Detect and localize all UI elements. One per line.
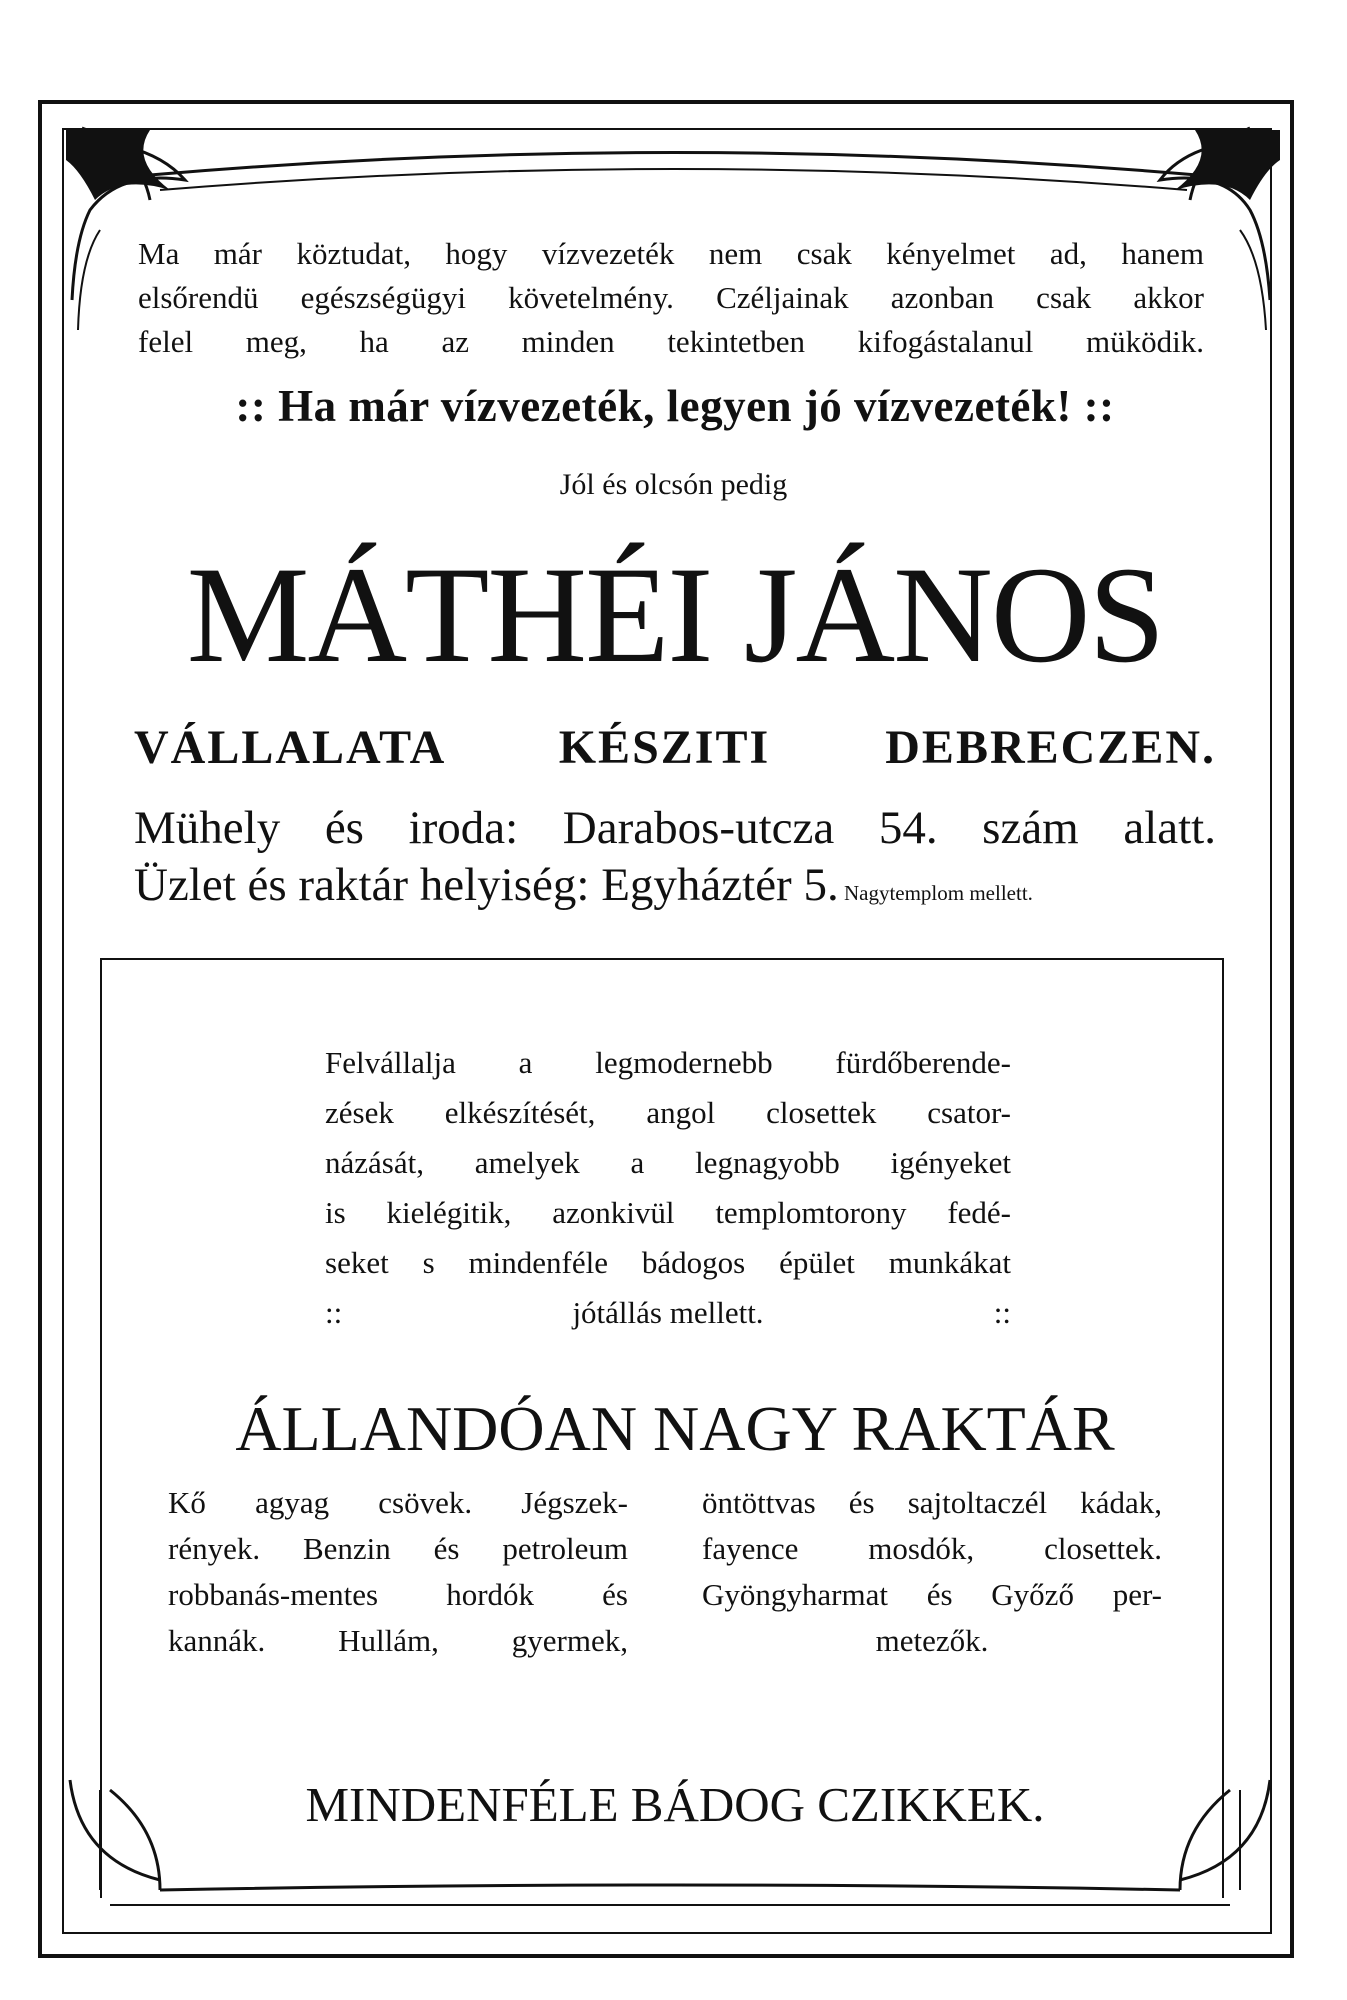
stock-line: robbanás-mentes hordók és [168, 1577, 628, 1612]
ornament-left: :: [325, 1295, 343, 1330]
intro-line: elsőrendü egészségügyi követelmény. Czéljainak azonban csak akkor [138, 280, 1204, 315]
slogan: :: Ha már vízvezeték, legyen jó vízvezeték! :: [235, 381, 1115, 431]
company-name: MÁTHÉI JÁNOS [186, 538, 1164, 691]
services-description [325, 1038, 1011, 1338]
stock-line: öntöttvas és sajtoltaczél kádak, [702, 1485, 1162, 1520]
intro-paragraph [138, 232, 1204, 364]
stock-line: fayence mosdók, closettek. [702, 1531, 1162, 1566]
description-line: is kielégitik, azonkivül templomtorony fedé- [325, 1195, 1011, 1230]
intro-line: felel meg, ha az minden tekintetben kifogástalanul müködik. [138, 324, 1204, 359]
ornament-right: :: [993, 1295, 1011, 1330]
shop-address [134, 857, 1216, 922]
description-line: Felvállalja a legmodernebb fürdőberende- [325, 1045, 1011, 1080]
description-last-line [325, 1288, 1011, 1338]
stock-line: metezők. [875, 1623, 989, 1658]
shop-address-note: Nagytemplom mellett. [838, 881, 1033, 905]
address-block [134, 800, 1216, 922]
stock-line: Kő agyag csövek. Jégszek- [168, 1485, 628, 1520]
intro-line: Ma már köztudat, hogy vízvezeték nem csak kényelmet ad, hanem [138, 236, 1204, 271]
footer-tagline: MINDENFÉLE BÁDOG CZIKKEK. [305, 1777, 1045, 1832]
stock-line: Gyöngyharmat és Győző per- [702, 1577, 1162, 1612]
shop-address-main: Üzlet és raktár helyiség: Egyháztér 5. [134, 859, 839, 911]
description-line: zések elkészítését, angol closettek csator- [325, 1095, 1011, 1130]
stock-list-left [168, 1480, 628, 1664]
stock-line: kannák. Hullám, gyermek, [168, 1623, 628, 1658]
description-line: názását, amelyek a legnagyobb igényeket [325, 1145, 1011, 1180]
subline: Jól és olcsón pedig [559, 468, 788, 501]
stock-list-right [702, 1480, 1162, 1664]
workshop-address: Mühely és iroda: Darabos-utcza 54. szám alatt. [134, 802, 1216, 854]
description-line: seket s mindenféle bádogos épület munkákat [325, 1245, 1011, 1280]
stock-heading: ÁLLANDÓAN NAGY RAKTÁR [235, 1393, 1115, 1464]
guarantee-text: jótállás mellett. [572, 1295, 764, 1330]
company-subtitle: VÁLLALATA KÉSZITI DEBRECZEN. [134, 721, 1216, 774]
stock-line: rények. Benzin és petroleum [168, 1531, 628, 1566]
